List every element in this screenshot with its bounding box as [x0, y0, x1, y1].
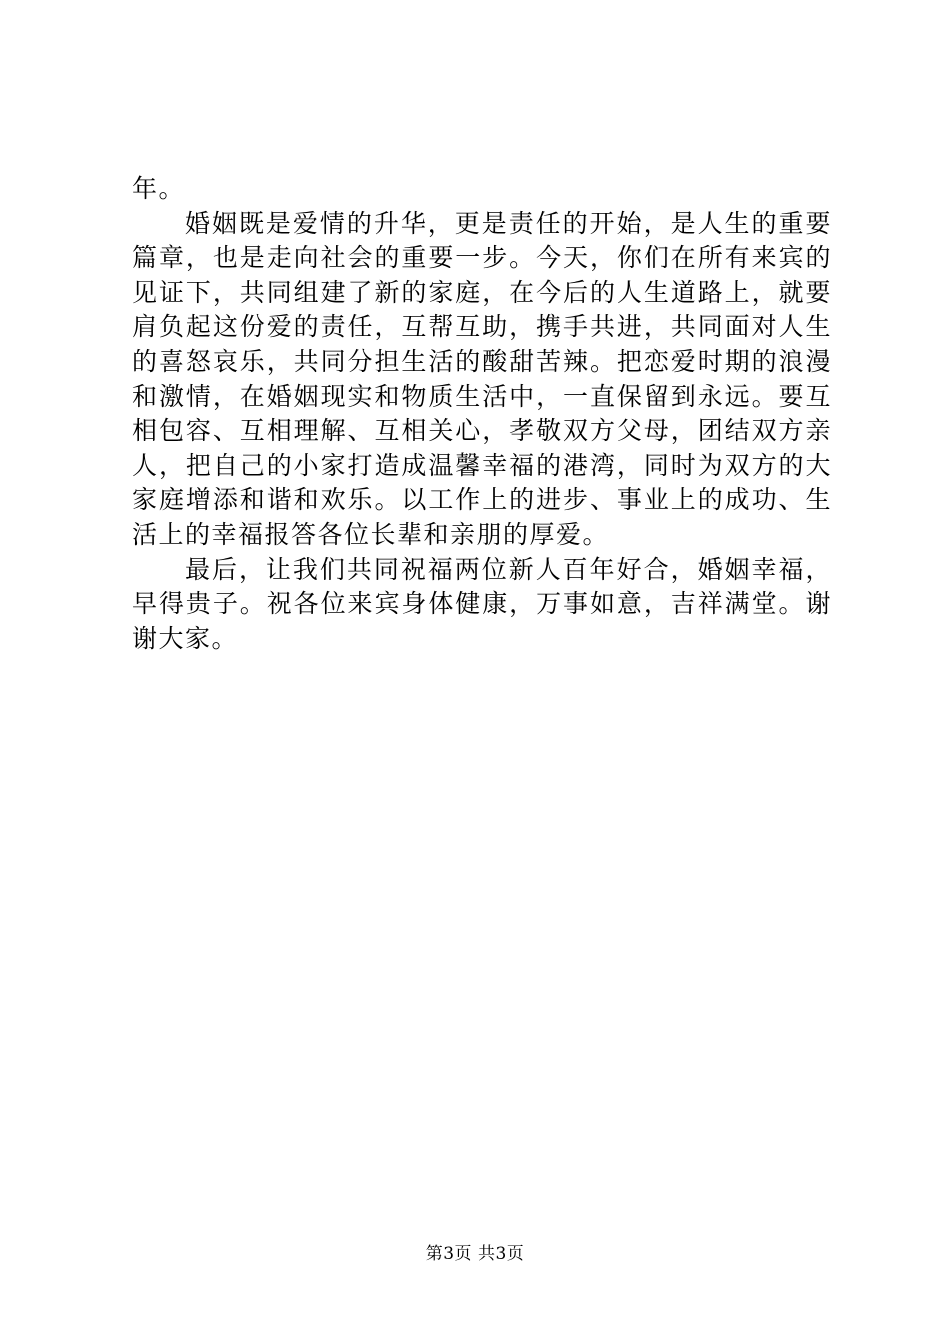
document-body — [132, 172, 832, 656]
paragraph-marriage: 婚姻既是爱情的升华，更是责任的开始，是人生的重要篇章，也是走向社会的重要一步。今天，你们在所有来宾的见证下，共同组建了新的家庭，在今后的人生道路上，就要肩负起这份爱的责任，互帮互助，携手共进，共同面对人生的喜怒哀乐，共同分担生活的酸甜苦辣。把恋爱时期的浪漫和激情，在婚姻现实和物质生活中，一直保留到永远。要互相包容、互相理解、互相关心，孝敬双方父母，团结双方亲人，把自己的小家打造成温馨幸福的港湾，同时为双方的大家庭增添和谐和欢乐。以工作上的进步、事业上的成功、生活上的幸福报答各位长辈和亲朋的厚爱。 — [132, 208, 832, 549]
paragraph-closing-blessing: 最后，让我们共同祝福两位新人百年好合，婚姻幸福，早得贵子。祝各位来宾身体健康，万事如意，吉祥满堂。谢谢大家。 — [132, 554, 832, 653]
paragraph-continuation: 年。 — [132, 174, 186, 203]
page-footer: 第3页 共3页 — [425, 1244, 525, 1264]
